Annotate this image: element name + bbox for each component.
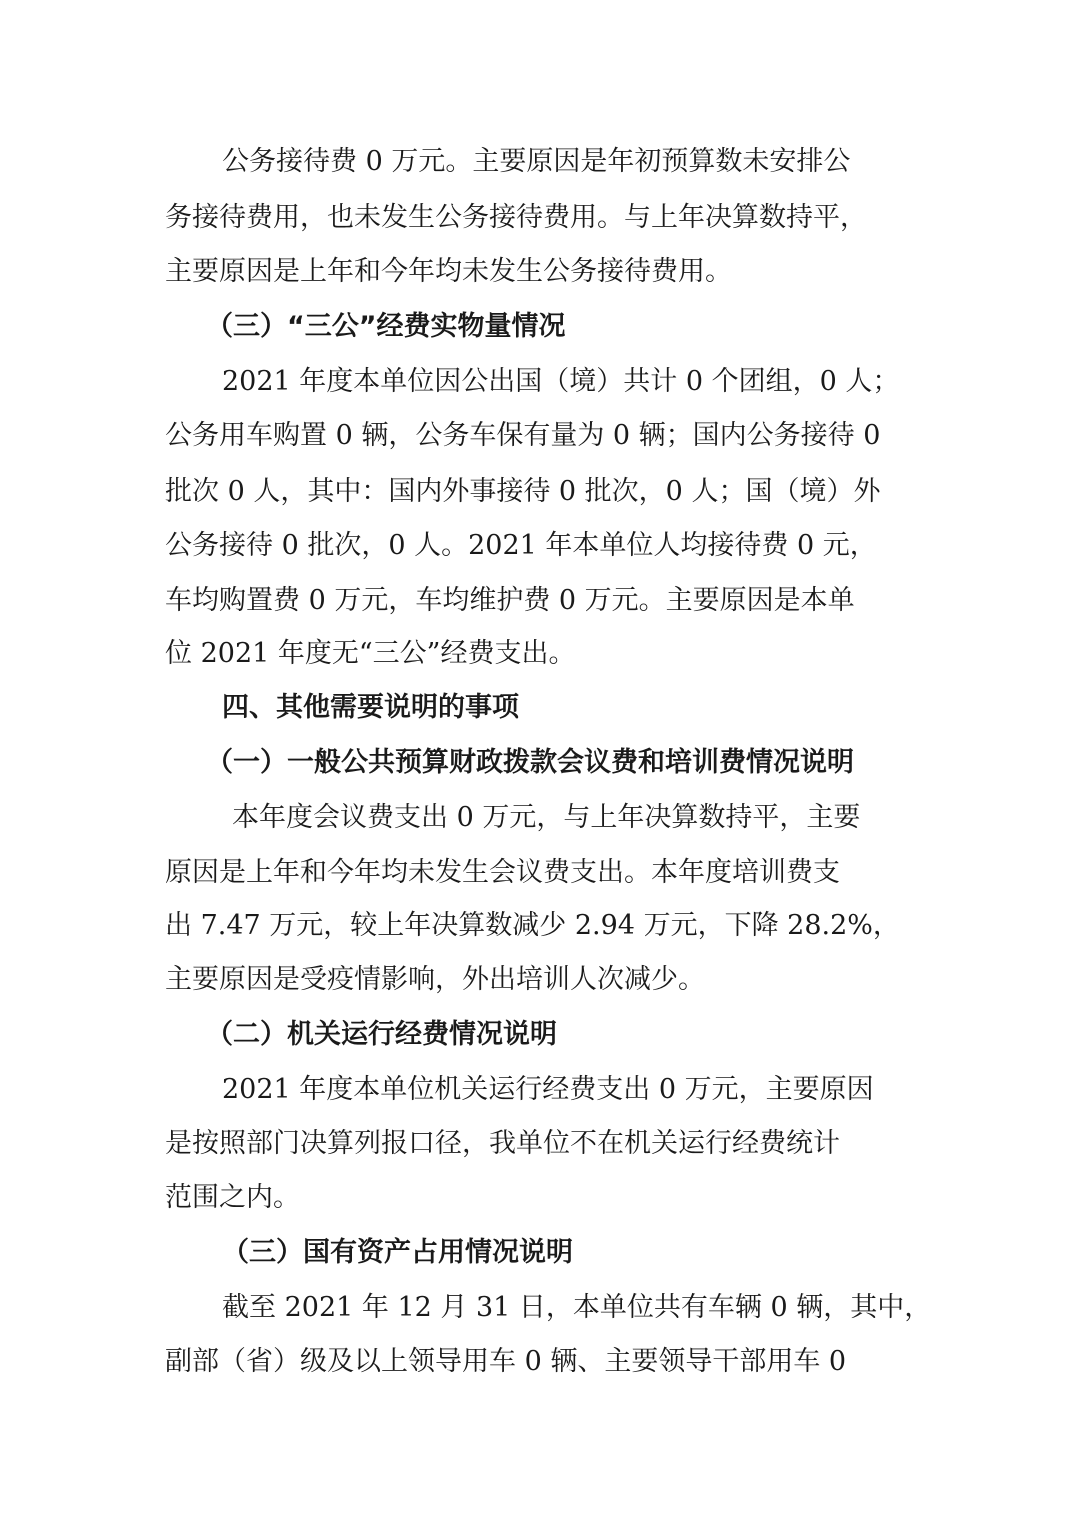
- paragraph-line: 是按照部门决算列报口径，我单位不在机关运行经费统计: [165, 1128, 840, 1159]
- paragraph-line: 车均购置费 0 万元，车均维护费 0 万元。主要原因是本单: [165, 585, 855, 616]
- paragraph-line: 批次 0 人，其中：国内外事接待 0 批次，0 人；国（境）外: [165, 476, 881, 507]
- paragraph-line: 务接待费用，也未发生公务接待费用。与上年决算数持平，: [165, 202, 867, 233]
- paragraph-line: 位 2021 年度无“三公”经费支出。: [165, 638, 576, 669]
- paragraph-line: 本年度会议费支出 0 万元，与上年决算数持平，主要: [232, 802, 861, 833]
- paragraph-line: 主要原因是上年和今年均未发生公务接待费用。: [165, 256, 732, 287]
- section-heading: （三）“三公”经费实物量情况: [206, 311, 566, 342]
- paragraph-line: 原因是上年和今年均未发生会议费支出。本年度培训费支: [165, 857, 840, 888]
- paragraph-line: 出 7.47 万元，较上年决算数减少 2.94 万元，下降 28.2%，: [165, 910, 900, 941]
- paragraph-line: 公务接待费 0 万元。主要原因是年初预算数未安排公: [222, 146, 851, 177]
- paragraph-line: 范围之内。: [165, 1182, 300, 1213]
- paragraph-line: 公务用车购置 0 辆，公务车保有量为 0 辆；国内公务接待 0: [165, 420, 881, 451]
- paragraph-line: 公务接待 0 批次，0 人。2021 年本单位人均接待费 0 元，: [165, 530, 877, 561]
- paragraph-line: 主要原因是受疫情影响，外出培训人次减少。: [165, 964, 705, 995]
- section-heading: 四、其他需要说明的事项: [222, 692, 519, 723]
- section-heading: （二）机关运行经费情况说明: [206, 1019, 557, 1050]
- paragraph-line: 副部（省）级及以上领导用车 0 辆、主要领导干部用车 0: [165, 1346, 847, 1377]
- paragraph-line: 2021 年度本单位因公出国（境）共计 0 个团组，0 人；: [222, 366, 900, 397]
- paragraph-line: 2021 年度本单位机关运行经费支出 0 万元，主要原因: [222, 1074, 874, 1105]
- section-heading: （三）国有资产占用情况说明: [222, 1237, 573, 1268]
- paragraph-line: 截至 2021 年 12 月 31 日，本单位共有车辆 0 辆，其中，: [222, 1292, 932, 1323]
- section-heading: （一）一般公共预算财政拨款会议费和培训费情况说明: [206, 747, 854, 778]
